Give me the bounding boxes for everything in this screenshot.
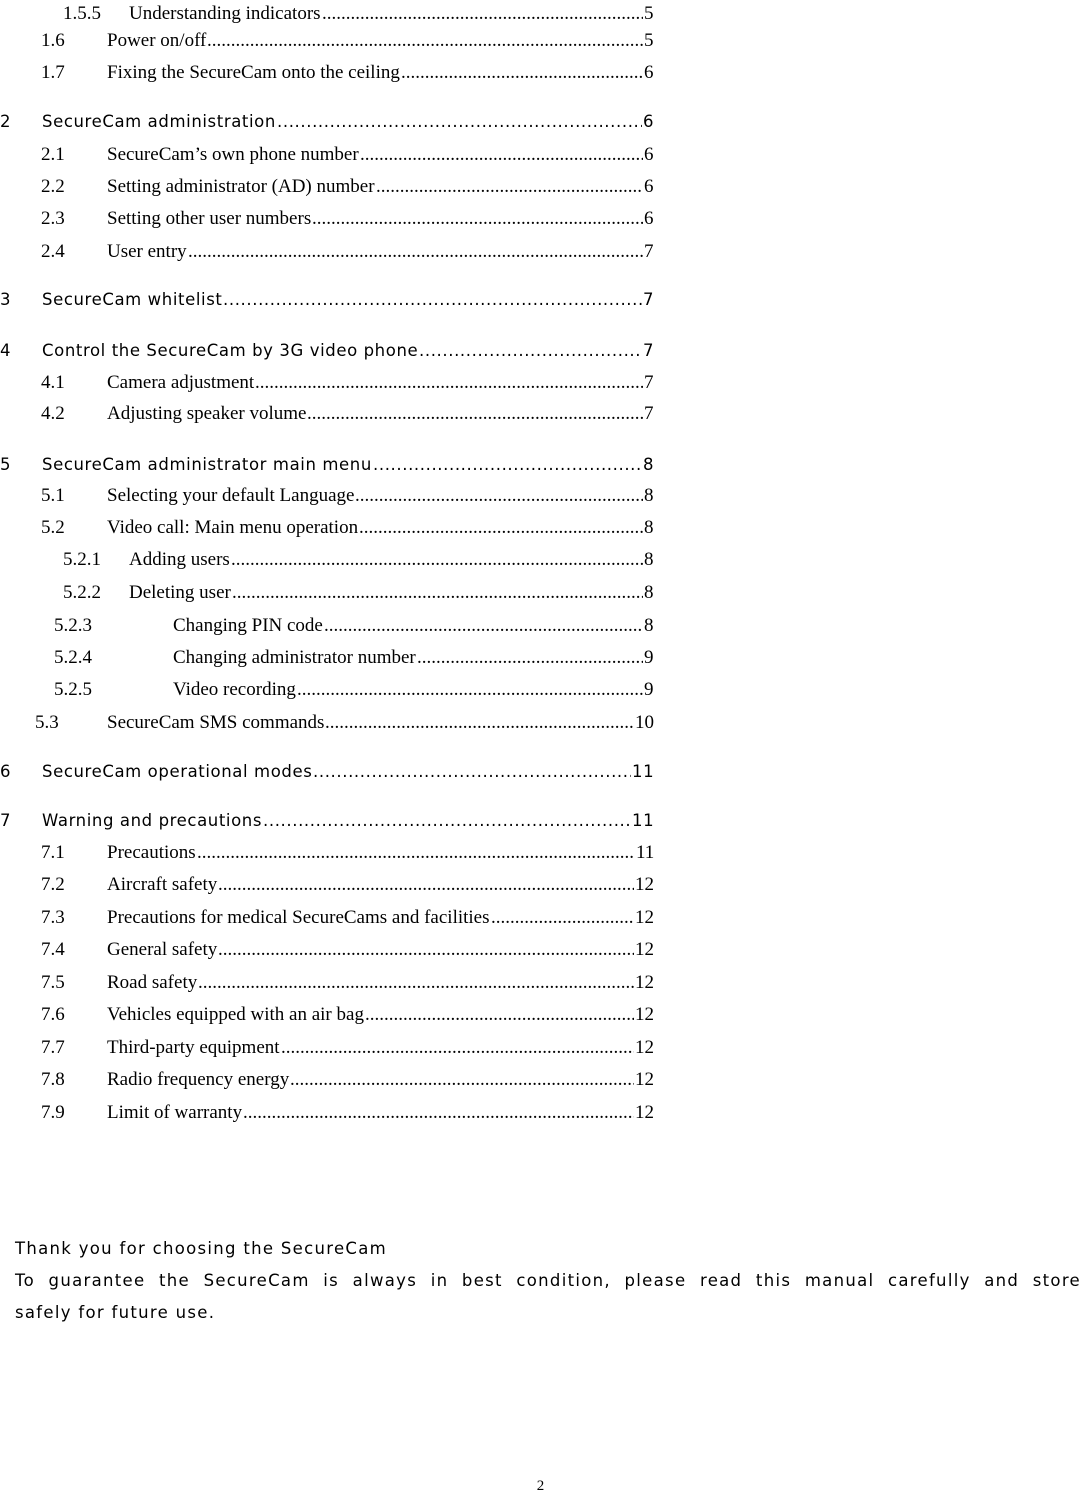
intro-line-2: To guarantee the SecureCam is always in best condition, please read this manual carefully and store (15, 1271, 1081, 1290)
toc-entry-page: 8 (644, 517, 654, 538)
toc-entry-title: Limit of warranty (107, 1102, 243, 1123)
toc-entry-title: Video call: Main menu operation (107, 517, 359, 538)
toc-entry-title: Understanding indicators (129, 3, 321, 24)
toc-entry[interactable] (0, 1034, 1081, 1062)
toc-entry[interactable] (0, 758, 1081, 786)
toc-entry-title: Control the SecureCam by 3G video phone (42, 341, 419, 360)
toc-entry-page: 7 (644, 372, 654, 393)
toc-entry-title: Changing PIN code (173, 615, 323, 636)
toc-dot-leader (355, 482, 643, 510)
toc-dot-leader (322, 0, 643, 28)
toc-entry-page: 12 (635, 1102, 654, 1123)
toc-entry-title: General safety (107, 939, 218, 960)
toc-dot-leader (255, 369, 643, 397)
toc-entry-page: 10 (635, 712, 654, 733)
toc-dot-leader (325, 709, 634, 737)
toc-entry-title: Selecting your default Language (107, 485, 355, 506)
toc-entry-number: 5.2.4 (54, 647, 92, 668)
toc-entry-title: SecureCam operational modes (42, 762, 313, 781)
toc-entry-page: 7 (644, 403, 654, 424)
toc-entry-number: 1.5.5 (63, 3, 101, 24)
toc-dot-leader (231, 546, 643, 574)
toc-dot-leader (419, 337, 642, 365)
toc-entry-number: 4 (0, 341, 12, 360)
toc-entry-title: Setting other user numbers (107, 208, 312, 229)
intro-text (15, 1233, 1081, 1329)
toc-entry-page: 6 (644, 144, 654, 165)
toc-dot-leader (376, 173, 643, 201)
toc-entry-number: 7.6 (41, 1004, 65, 1025)
toc-dot-leader (223, 286, 642, 314)
toc-entry-title: Camera adjustment (107, 372, 255, 393)
toc-entry-page: 5 (644, 3, 654, 24)
toc-entry[interactable] (0, 369, 1081, 397)
toc-dot-leader (281, 1034, 634, 1062)
toc-entry-title: User entry (107, 241, 187, 262)
toc-entry-page: 6 (644, 176, 654, 197)
toc-entry-page: 7 (643, 341, 655, 360)
toc-dot-leader (359, 514, 643, 542)
toc-dot-leader (360, 141, 643, 169)
toc-entry-page: 9 (644, 647, 654, 668)
toc-entry[interactable] (0, 676, 1081, 704)
toc-entry-title: Vehicles equipped with an air bag (107, 1004, 364, 1025)
toc-entry-number: 5.2 (41, 517, 65, 538)
toc-entry-page: 12 (635, 939, 654, 960)
toc-dot-leader (232, 579, 643, 607)
toc-entry-number: 7.5 (41, 972, 65, 993)
toc-entry-number: 5.2.1 (63, 549, 101, 570)
toc-entry-number: 4.2 (41, 403, 65, 424)
toc-dot-leader (373, 451, 642, 479)
toc-dot-leader (307, 400, 643, 428)
toc-entry-number: 7.3 (41, 907, 65, 928)
toc-dot-leader (324, 612, 643, 640)
toc-entry-number: 7.8 (41, 1069, 65, 1090)
toc-dot-leader (313, 758, 631, 786)
toc-entry[interactable] (0, 59, 1081, 87)
toc-entry-page: 12 (635, 1037, 654, 1058)
toc-entry[interactable] (0, 839, 1081, 867)
toc-entry-page: 7 (643, 290, 655, 309)
toc-entry-title: Changing administrator number (173, 647, 416, 668)
toc-entry-title: SecureCam’s own phone number (107, 144, 359, 165)
toc-entry-title: Adding users (129, 549, 230, 570)
toc-entry-page: 6 (644, 62, 654, 83)
toc-entry-title: Third-party equipment (107, 1037, 280, 1058)
toc-entry[interactable] (0, 969, 1081, 997)
toc-entry[interactable] (0, 1001, 1081, 1029)
toc-entry-title: Adjusting speaker volume (107, 403, 307, 424)
toc-entry-title: Precautions for medical SecureCams and facilities (107, 907, 490, 928)
toc-entry-title: Precautions (107, 842, 196, 863)
toc-entry-page: 5 (644, 30, 654, 51)
toc-entry-page: 8 (643, 455, 655, 474)
toc-entry[interactable] (0, 205, 1081, 233)
intro-heading: Thank you for choosing the SecureCam (15, 1239, 388, 1258)
toc-entry-title: Road safety (107, 972, 198, 993)
toc-entry-title: SecureCam whitelist (42, 290, 223, 309)
toc-entry-number: 5.2.5 (54, 679, 92, 700)
toc-entry-number: 2.1 (41, 144, 65, 165)
toc-entry-page: 12 (635, 1004, 654, 1025)
toc-entry-page: 9 (644, 679, 654, 700)
toc-entry-page: 11 (636, 842, 655, 863)
toc-dot-leader (491, 904, 634, 932)
toc-entry-title: SecureCam administrator main menu (42, 455, 372, 474)
toc-dot-leader (207, 27, 643, 55)
toc-dot-leader (417, 644, 643, 672)
toc-entry-number: 1.6 (41, 30, 65, 51)
toc-entry[interactable] (0, 238, 1081, 266)
toc-entry-number: 2.4 (41, 241, 65, 262)
toc-entry-page: 6 (643, 112, 655, 131)
toc-entry[interactable] (0, 1099, 1081, 1127)
toc-entry[interactable] (0, 579, 1081, 607)
toc-entry-number: 1.7 (41, 62, 65, 83)
toc-entry-page: 12 (635, 972, 654, 993)
toc-entry-number: 5 (0, 455, 12, 474)
toc-entry-title: SecureCam administration (42, 112, 276, 131)
toc-dot-leader (365, 1001, 634, 1029)
toc-entry-number: 6 (0, 762, 12, 781)
toc-entry-page: 12 (635, 907, 654, 928)
toc-dot-leader (297, 676, 643, 704)
toc-entry[interactable] (0, 709, 1081, 737)
toc-entry[interactable] (0, 514, 1081, 542)
toc-entry[interactable] (0, 546, 1081, 574)
toc-dot-leader (277, 108, 642, 136)
toc-entry-page: 11 (632, 811, 655, 830)
toc-entry[interactable] (0, 807, 1081, 835)
toc-entry[interactable] (0, 400, 1081, 428)
toc-entry[interactable] (0, 482, 1081, 510)
toc-entry-page: 7 (644, 241, 654, 262)
toc-dot-leader (218, 936, 634, 964)
toc-entry-title: Deleting user (129, 582, 231, 603)
toc-dot-leader (197, 839, 635, 867)
toc-entry[interactable] (0, 936, 1081, 964)
toc-entry-number: 5.2.3 (54, 615, 92, 636)
toc-entry-page: 12 (635, 874, 654, 895)
toc-entry-page: 6 (644, 208, 654, 229)
toc-dot-leader (290, 1066, 634, 1094)
toc-entry-title: Setting administrator (AD) number (107, 176, 375, 197)
toc-entry-page: 12 (635, 1069, 654, 1090)
toc-entry[interactable] (0, 644, 1081, 672)
toc-entry-page: 11 (632, 762, 655, 781)
toc-dot-leader (312, 205, 643, 233)
toc-entry-number: 7 (0, 811, 12, 830)
toc-entry-number: 7.1 (41, 842, 65, 863)
toc-entry-number: 2 (0, 112, 12, 131)
toc-dot-leader (263, 807, 631, 835)
toc-dot-leader (401, 59, 643, 87)
toc-entry-page: 8 (644, 615, 654, 636)
toc-entry-title: Radio frequency energy (107, 1069, 290, 1090)
toc-entry[interactable] (0, 286, 1081, 314)
toc-entry[interactable] (0, 451, 1081, 479)
toc-entry-number: 7.7 (41, 1037, 65, 1058)
toc-entry[interactable] (0, 612, 1081, 640)
toc-entry-title: Aircraft safety (107, 874, 218, 895)
toc-entry-title: Video recording (173, 679, 296, 700)
toc-entry-number: 5.3 (35, 712, 59, 733)
toc-entry[interactable] (0, 173, 1081, 201)
toc-dot-leader (243, 1099, 634, 1127)
toc-entry-title: Power on/off (107, 30, 207, 51)
toc-entry-page: 8 (644, 582, 654, 603)
toc-entry-number: 7.2 (41, 874, 65, 895)
toc-entry[interactable] (0, 337, 1081, 365)
toc-entry[interactable] (0, 108, 1081, 136)
toc-entry[interactable] (0, 27, 1081, 55)
toc-entry-number: 2.3 (41, 208, 65, 229)
toc-dot-leader (198, 969, 634, 997)
toc-entry[interactable] (0, 1066, 1081, 1094)
toc-dot-leader (188, 238, 643, 266)
toc-entry-title: Warning and precautions (42, 811, 263, 830)
toc-entry-page: 8 (644, 549, 654, 570)
toc-entry[interactable] (0, 871, 1081, 899)
toc-entry-number: 7.4 (41, 939, 65, 960)
toc-entry-number: 7.9 (41, 1102, 65, 1123)
toc-entry-number: 5.2.2 (63, 582, 101, 603)
toc-entry[interactable] (0, 904, 1081, 932)
toc-entry[interactable] (0, 141, 1081, 169)
toc-entry-title: SecureCam SMS commands (107, 712, 325, 733)
toc-entry-number: 5.1 (41, 485, 65, 506)
toc-entry-page: 8 (644, 485, 654, 506)
toc-entry[interactable] (0, 0, 1081, 28)
toc-entry-title: Fixing the SecureCam onto the ceiling (107, 62, 400, 83)
toc-dot-leader (218, 871, 634, 899)
page-number: 2 (536, 1478, 545, 1494)
toc-entry-number: 2.2 (41, 176, 65, 197)
toc-entry-number: 4.1 (41, 372, 65, 393)
intro-line-3: safely for future use. (15, 1303, 216, 1322)
toc-entry-number: 3 (0, 290, 12, 309)
